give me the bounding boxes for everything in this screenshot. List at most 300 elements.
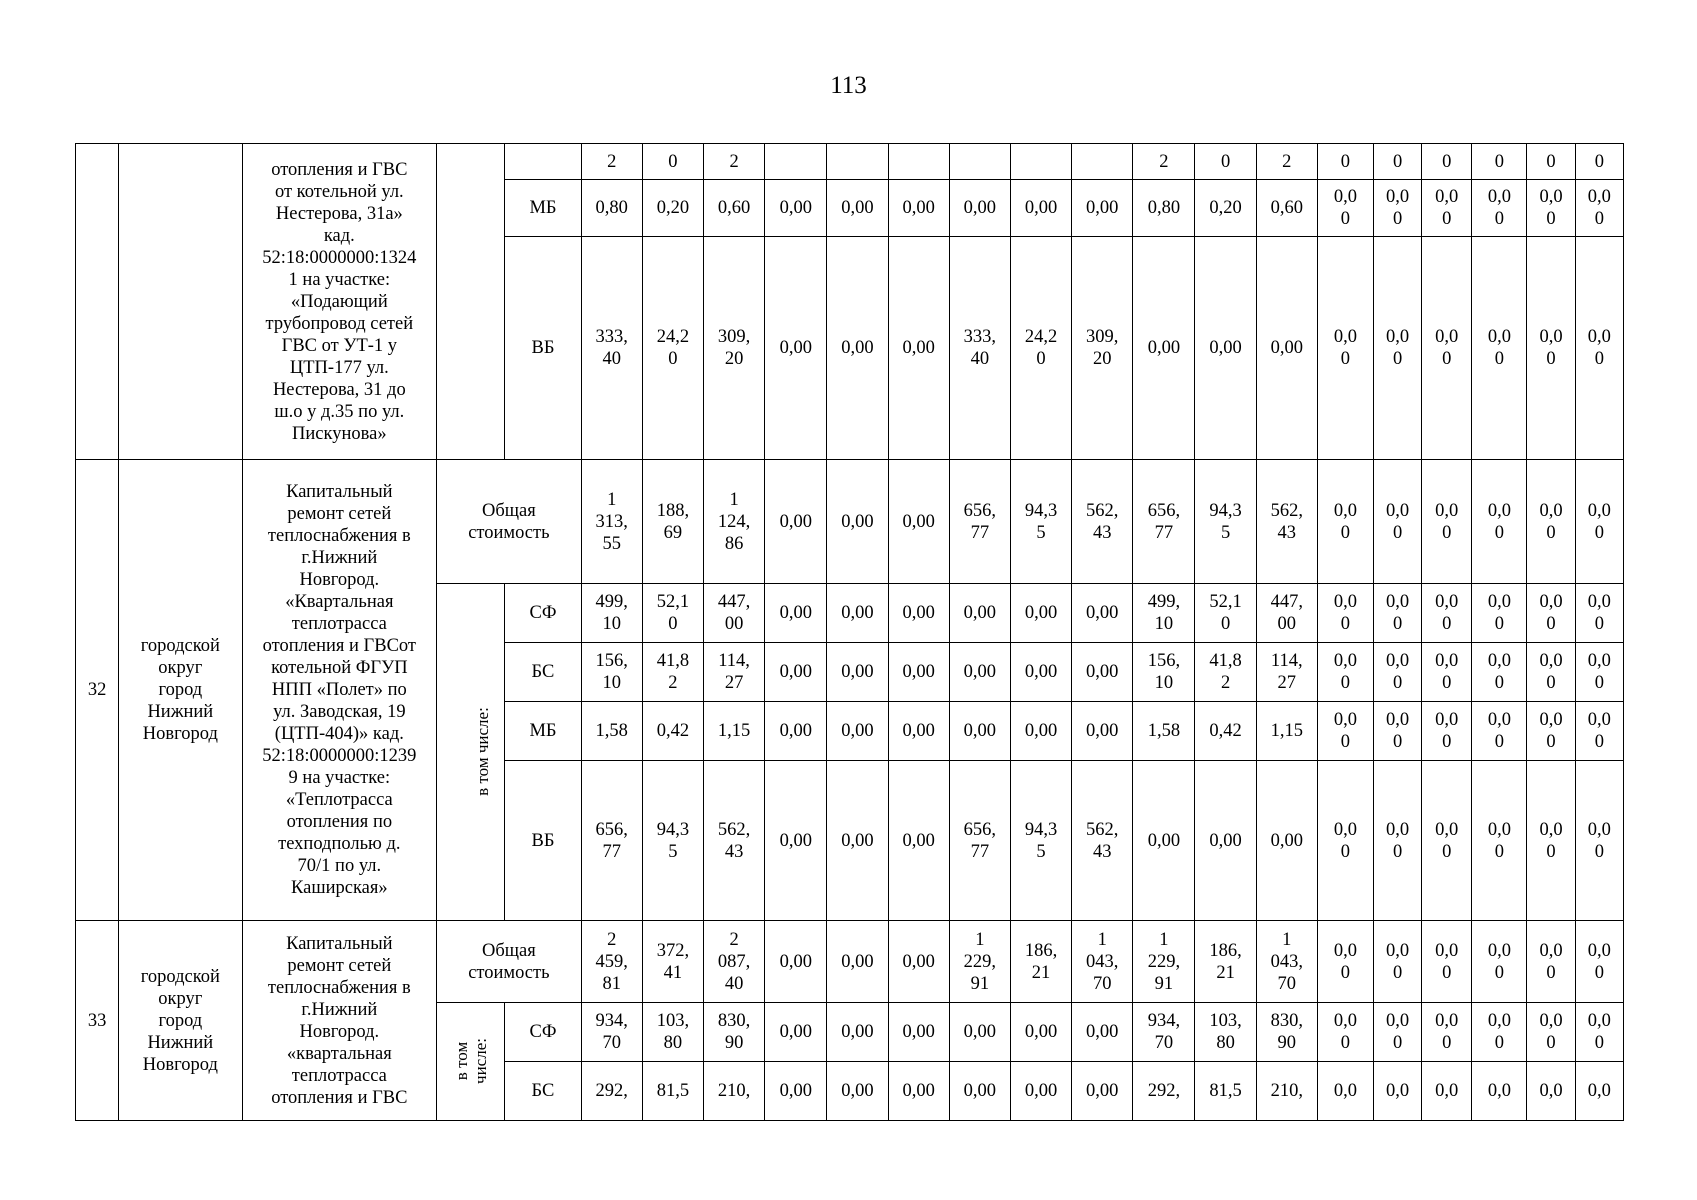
- value-cell: [1317, 237, 1373, 460]
- value-cell: [1133, 761, 1195, 921]
- text-line: Нижний: [147, 1032, 214, 1053]
- text-value: 0,42: [1209, 721, 1242, 741]
- text-value: 0: [1340, 151, 1351, 172]
- text-value: 0,0 0: [1333, 187, 1357, 229]
- value-cell: [1374, 702, 1422, 761]
- text-line: ЦТП-177 ул.: [289, 357, 389, 378]
- text-value: 94,3 5: [1024, 819, 1058, 862]
- text-line: Нестерова, 31 до: [272, 379, 406, 400]
- text-value: 0,00: [1024, 721, 1058, 741]
- text-value: 0,0 0: [1587, 1011, 1611, 1053]
- text-line: отопления и ГВС: [271, 159, 408, 180]
- value-cell: [581, 144, 642, 180]
- value-cell: [1072, 1003, 1133, 1062]
- text-value: 2 087, 40: [717, 929, 751, 994]
- text-value: 0,00: [902, 1022, 935, 1042]
- value-cell: [1317, 584, 1373, 643]
- text-value: 0,00: [1024, 1081, 1058, 1101]
- value-cell: [581, 643, 642, 702]
- text-value: 0,00: [779, 662, 812, 682]
- text-value: 0,80: [1147, 198, 1181, 218]
- text-value: 0,0 0: [1386, 1011, 1410, 1053]
- text-value: 562, 43: [1086, 500, 1119, 543]
- value-cell: [1422, 237, 1472, 460]
- value-cell: [949, 702, 1010, 761]
- value-cell: [827, 1003, 888, 1062]
- value-cell: [765, 144, 827, 180]
- table-row: [76, 460, 1624, 584]
- value-cell: [1256, 460, 1317, 584]
- value-cell: [703, 1062, 764, 1121]
- value-cell: [1527, 584, 1575, 643]
- text-value: 0,0 0: [1333, 1011, 1357, 1053]
- value-cell: [888, 237, 949, 460]
- value-cell: [581, 921, 642, 1003]
- text-value: 0,00: [902, 603, 935, 623]
- budget-table: [75, 143, 1624, 1121]
- value-cell: [1575, 761, 1623, 921]
- value-cell: [765, 921, 827, 1003]
- text-value: 562, 43: [1086, 819, 1119, 862]
- text-value: 0,0 0: [1587, 940, 1611, 983]
- text-line: «Подающий: [290, 291, 388, 312]
- value-cell: [642, 180, 703, 237]
- text-value: 0,00: [779, 603, 812, 623]
- text-value: 0,00: [1024, 1022, 1058, 1042]
- value-cell: [1010, 702, 1071, 761]
- value-cell: [703, 144, 764, 180]
- text-value: 103, 80: [656, 1011, 690, 1053]
- description-cell: [242, 921, 437, 1121]
- value-cell: [1374, 584, 1422, 643]
- text-value: 0,0 0: [1587, 592, 1611, 634]
- text-value: 656, 77: [963, 819, 996, 862]
- value-cell: [1374, 643, 1422, 702]
- text-value: 0,0: [1487, 1081, 1511, 1101]
- text-value: 562, 43: [717, 819, 751, 862]
- value-cell: [1133, 237, 1195, 460]
- text-value: ВБ: [531, 830, 555, 851]
- text-value: 0,00: [902, 198, 935, 218]
- text-value: 1,58: [1147, 721, 1181, 741]
- text-value: 0,00: [841, 1022, 874, 1042]
- value-cell: [949, 1003, 1010, 1062]
- text-value: 94,3 5: [1209, 500, 1242, 543]
- value-cell: [1010, 1062, 1071, 1121]
- text-value: 333, 40: [595, 327, 628, 369]
- text-line: 70/1 по ул.: [297, 856, 382, 876]
- description-cell: [242, 144, 437, 460]
- value-cell: [642, 1062, 703, 1121]
- text-value: 0,00: [963, 1022, 996, 1042]
- value-cell: [1256, 1062, 1317, 1121]
- value-cell: [1195, 702, 1256, 761]
- text-value: 0,00: [841, 1081, 874, 1101]
- value-cell: [1010, 237, 1071, 460]
- text-value: 0,0 0: [1487, 327, 1511, 369]
- text-value: 562, 43: [1270, 500, 1303, 543]
- value-cell: [703, 180, 764, 237]
- funding-label: [437, 460, 581, 584]
- text-line: г.Нижний: [301, 999, 378, 1020]
- value-cell: [1527, 643, 1575, 702]
- funding-label: [505, 180, 581, 237]
- text-value: 0,00: [841, 338, 874, 358]
- value-cell: [703, 1003, 764, 1062]
- value-cell: [1575, 643, 1623, 702]
- text-value: 0,60: [717, 198, 751, 218]
- text-value: 0,00: [1086, 198, 1119, 218]
- funding-label: [505, 643, 581, 702]
- value-cell: [1575, 180, 1623, 237]
- text-value: 0,0 0: [1587, 327, 1611, 369]
- text-value: 52,1 0: [1209, 592, 1242, 634]
- text-line: трубопровод сетей: [265, 313, 414, 334]
- value-cell: [581, 180, 642, 237]
- funding-label: [505, 1003, 581, 1062]
- text-value: Общая стоимость: [468, 500, 550, 543]
- value-cell: [642, 761, 703, 921]
- text-value: 0,0 0: [1587, 187, 1611, 229]
- value-cell: [703, 237, 764, 460]
- text-value: 0,00: [779, 198, 812, 218]
- value-cell: [1072, 237, 1133, 460]
- text-value: 41,8 2: [1209, 651, 1242, 693]
- value-cell: [1133, 584, 1195, 643]
- text-value: 0,0 0: [1435, 187, 1459, 229]
- text-line: 9 на участке:: [288, 768, 391, 788]
- value-cell: [1317, 643, 1373, 702]
- text-value: 0,0 0: [1435, 710, 1459, 752]
- funding-label: [437, 921, 581, 1003]
- value-cell: [765, 1062, 827, 1121]
- value-cell: [1422, 584, 1472, 643]
- text-value: 0,00: [1086, 662, 1119, 682]
- row-number-cell: [76, 144, 119, 460]
- text-value: Общая стоимость: [468, 940, 550, 983]
- text-value: 2: [607, 151, 617, 172]
- text-value: 0,0 0: [1333, 651, 1357, 693]
- value-cell: [1133, 1062, 1195, 1121]
- value-cell: [1072, 761, 1133, 921]
- value-cell: [1072, 921, 1133, 1003]
- value-cell: [1195, 584, 1256, 643]
- text-value: 0,0 0: [1487, 651, 1511, 693]
- text-value: БС: [531, 1081, 555, 1101]
- value-cell: [949, 237, 1010, 460]
- value-cell: [1072, 460, 1133, 584]
- page-number: 113: [830, 72, 867, 99]
- value-cell: [827, 584, 888, 643]
- value-cell: [642, 702, 703, 761]
- text-value: 2: [729, 151, 739, 172]
- value-cell: [1010, 1003, 1071, 1062]
- value-cell: [827, 144, 888, 180]
- value-cell: [1422, 1062, 1472, 1121]
- value-cell: [1374, 1003, 1422, 1062]
- text-value: 0,00: [963, 603, 996, 623]
- text-value: 52,1 0: [656, 592, 690, 634]
- text-line: город: [158, 680, 203, 700]
- value-cell: [1575, 1003, 1623, 1062]
- value-cell: [827, 1062, 888, 1121]
- text-value: 934, 70: [1147, 1011, 1181, 1053]
- text-value: 0,0 0: [1386, 710, 1410, 752]
- text-line: Каширская»: [291, 878, 388, 898]
- text-value: 0,0 0: [1539, 327, 1563, 369]
- text-value: 309, 20: [1086, 327, 1119, 369]
- value-cell: [949, 460, 1010, 584]
- text-value: 1,15: [1270, 721, 1303, 741]
- value-cell: [949, 584, 1010, 643]
- text-value: 1 229, 91: [1147, 929, 1181, 994]
- text-value: 499, 10: [1147, 592, 1181, 634]
- text-value: 0,00: [841, 721, 874, 741]
- value-cell: [1374, 761, 1422, 921]
- text-line: 1 на участке:: [288, 269, 391, 290]
- text-value: МБ: [529, 198, 557, 218]
- value-cell: [1422, 144, 1472, 180]
- value-cell: [888, 702, 949, 761]
- value-cell: [1072, 643, 1133, 702]
- text-value: 0,00: [1086, 1022, 1119, 1042]
- text-value: 0,0 0: [1539, 1011, 1563, 1053]
- text-line: техподполью д.: [278, 834, 401, 854]
- region-cell: [119, 460, 242, 921]
- value-cell: [1317, 702, 1373, 761]
- text-value: 188, 69: [656, 500, 690, 543]
- value-cell: [1575, 1062, 1623, 1121]
- value-cell: [1472, 761, 1527, 921]
- text-value: 0: [1594, 151, 1604, 172]
- text-value: 309, 20: [717, 327, 751, 369]
- text-value: 292,: [1147, 1081, 1181, 1101]
- text-line: г.Нижний: [301, 548, 378, 568]
- value-cell: [765, 1003, 827, 1062]
- value-cell: [1527, 761, 1575, 921]
- text-value: 81,5: [656, 1081, 690, 1101]
- text-value: 0,0 0: [1333, 327, 1357, 369]
- text-line: ГВС от УТ-1 у: [281, 335, 398, 356]
- text-value: 81,5: [1209, 1081, 1242, 1101]
- value-cell: [581, 761, 642, 921]
- text-value: 0,00: [902, 338, 935, 358]
- text-value: 0,0 0: [1435, 819, 1459, 862]
- text-line: город: [158, 1010, 203, 1031]
- text-value: СФ: [529, 1022, 557, 1042]
- value-cell: [1256, 237, 1317, 460]
- text-value: 0,0 0: [1539, 651, 1563, 693]
- value-cell: [1472, 643, 1527, 702]
- value-cell: [888, 921, 949, 1003]
- text-line: отопления и ГВСот: [262, 636, 417, 656]
- region-cell: [119, 921, 242, 1121]
- text-line: НПП «Полет» по: [271, 680, 407, 700]
- text-line: Новгород.: [299, 1021, 380, 1042]
- text-value: 114, 27: [718, 651, 750, 693]
- text-value: ВБ: [531, 338, 555, 358]
- value-cell: [1374, 144, 1422, 180]
- text-value: 0,0 0: [1333, 500, 1357, 543]
- value-cell: [1317, 921, 1373, 1003]
- value-cell: [949, 180, 1010, 237]
- value-cell: [888, 1062, 949, 1121]
- text-line: (ЦТП-404)» кад.: [274, 724, 404, 744]
- value-cell: [1195, 460, 1256, 584]
- value-cell: [703, 761, 764, 921]
- text-value: 0,0 0: [1539, 500, 1563, 543]
- text-value: 0,00: [1086, 1081, 1119, 1101]
- value-cell: [1317, 1062, 1373, 1121]
- text-value: 0,00: [779, 1022, 812, 1042]
- value-cell: [1422, 460, 1472, 584]
- value-cell: [1527, 460, 1575, 584]
- value-cell: [1133, 144, 1195, 180]
- text-value: 103, 80: [1209, 1011, 1242, 1053]
- text-value: 0,00: [779, 1081, 812, 1101]
- text-value: 1 124, 86: [717, 489, 751, 554]
- value-cell: [642, 237, 703, 460]
- text-value: 186, 21: [1209, 940, 1242, 983]
- row-number-cell: 33: [76, 921, 119, 1121]
- value-cell: [1422, 643, 1472, 702]
- text-value: 0,0 0: [1333, 819, 1357, 862]
- value-cell: [703, 643, 764, 702]
- text-value: БС: [531, 662, 555, 682]
- value-cell: [827, 460, 888, 584]
- text-value: 0,0 0: [1386, 819, 1410, 862]
- text-value: 0,0 0: [1587, 710, 1611, 752]
- text-line: Новгород.: [299, 570, 380, 590]
- value-cell: [1575, 702, 1623, 761]
- text-value: 0,0: [1435, 1081, 1459, 1101]
- in-number-cell: [437, 584, 505, 921]
- value-cell: [1317, 1003, 1373, 1062]
- value-cell: [1256, 702, 1317, 761]
- text-value: 0,00: [779, 721, 812, 741]
- value-cell: [949, 643, 1010, 702]
- text-line: кад.: [323, 225, 355, 246]
- value-cell: [1472, 702, 1527, 761]
- text-value: 0,0 0: [1487, 592, 1511, 634]
- text-line: Пискунова»: [292, 423, 387, 444]
- text-line: ул. Заводская, 19: [273, 702, 406, 722]
- value-cell: [1527, 1062, 1575, 1121]
- text-value: 0,00: [902, 951, 935, 972]
- text-line: котельной ФГУП: [271, 658, 408, 678]
- text-value: в том числе:: [451, 1037, 490, 1084]
- text-value: 0,0: [1333, 1081, 1357, 1101]
- text-value: 0,00: [1086, 721, 1119, 741]
- text-line: Нестерова, 31а»: [275, 203, 403, 224]
- text-line: Нижний: [147, 702, 214, 722]
- in-number-label: [452, 1038, 490, 1084]
- region-cell: [119, 144, 242, 460]
- value-cell: [1472, 460, 1527, 584]
- text-line: «квартальная: [286, 1043, 392, 1064]
- value-cell: [1472, 1062, 1527, 1121]
- value-cell: [1422, 1003, 1472, 1062]
- text-value: 0,0 0: [1539, 710, 1563, 752]
- value-cell: [1195, 1062, 1256, 1121]
- value-cell: [1256, 180, 1317, 237]
- value-cell: [642, 584, 703, 643]
- value-cell: [581, 584, 642, 643]
- text-value: 0,0 0: [1386, 327, 1410, 369]
- text-value: 0,00: [1086, 603, 1119, 623]
- text-value: 0,0 0: [1435, 592, 1459, 634]
- text-value: 0,0 0: [1487, 500, 1511, 543]
- value-cell: [1195, 1003, 1256, 1062]
- text-value: 0,0 0: [1435, 500, 1459, 543]
- value-cell: [1256, 921, 1317, 1003]
- value-cell: [1010, 460, 1071, 584]
- value-cell: [642, 144, 703, 180]
- value-cell: [1195, 144, 1256, 180]
- text-value: 0,80: [595, 198, 628, 218]
- value-cell: [827, 643, 888, 702]
- text-value: 0,00: [902, 1081, 935, 1101]
- text-value: 2: [1282, 151, 1292, 172]
- value-cell: [1472, 144, 1527, 180]
- text-value: 2: [1159, 151, 1169, 172]
- text-value: 0,0: [1386, 1081, 1410, 1101]
- text-line: Новгород: [142, 724, 218, 744]
- value-cell: [1374, 237, 1422, 460]
- text-value: 0,0 0: [1487, 940, 1511, 983]
- text-value: 0,60: [1270, 198, 1303, 218]
- value-cell: [765, 237, 827, 460]
- value-cell: [1575, 144, 1623, 180]
- value-cell: [1472, 237, 1527, 460]
- table-row: [76, 144, 1624, 180]
- text-value: 0,00: [902, 662, 935, 682]
- value-cell: [642, 460, 703, 584]
- value-cell: [1317, 761, 1373, 921]
- value-cell: [1472, 921, 1527, 1003]
- value-cell: [1010, 643, 1071, 702]
- funding-label: [505, 584, 581, 643]
- text-value: 0,0 0: [1539, 819, 1563, 862]
- text-value: 0,0 0: [1333, 592, 1357, 634]
- text-value: 0,0: [1539, 1081, 1563, 1101]
- text-value: 1 043, 70: [1086, 929, 1119, 994]
- value-cell: [765, 584, 827, 643]
- text-value: 156, 10: [595, 651, 628, 693]
- text-value: СФ: [529, 603, 557, 623]
- text-value: 210,: [717, 1081, 751, 1101]
- text-value: 0,00: [779, 951, 812, 972]
- text-value: 0,00: [963, 1081, 996, 1101]
- value-cell: [1195, 761, 1256, 921]
- value-cell: [581, 460, 642, 584]
- value-cell: [1256, 643, 1317, 702]
- value-cell: [949, 1062, 1010, 1121]
- text-value: 0,0 0: [1539, 592, 1563, 634]
- value-cell: [1472, 180, 1527, 237]
- value-cell: [765, 180, 827, 237]
- text-value: 0,0 0: [1587, 651, 1611, 693]
- text-line: Капитальный: [286, 482, 393, 502]
- text-value: 0,0 0: [1487, 187, 1511, 229]
- text-line: теплоснабжения в: [267, 977, 411, 998]
- value-cell: [888, 643, 949, 702]
- value-cell: [1256, 761, 1317, 921]
- text-value: 0,00: [902, 830, 935, 851]
- text-value: 0,0: [1587, 1081, 1611, 1101]
- value-cell: [703, 702, 764, 761]
- value-cell: [1527, 1003, 1575, 1062]
